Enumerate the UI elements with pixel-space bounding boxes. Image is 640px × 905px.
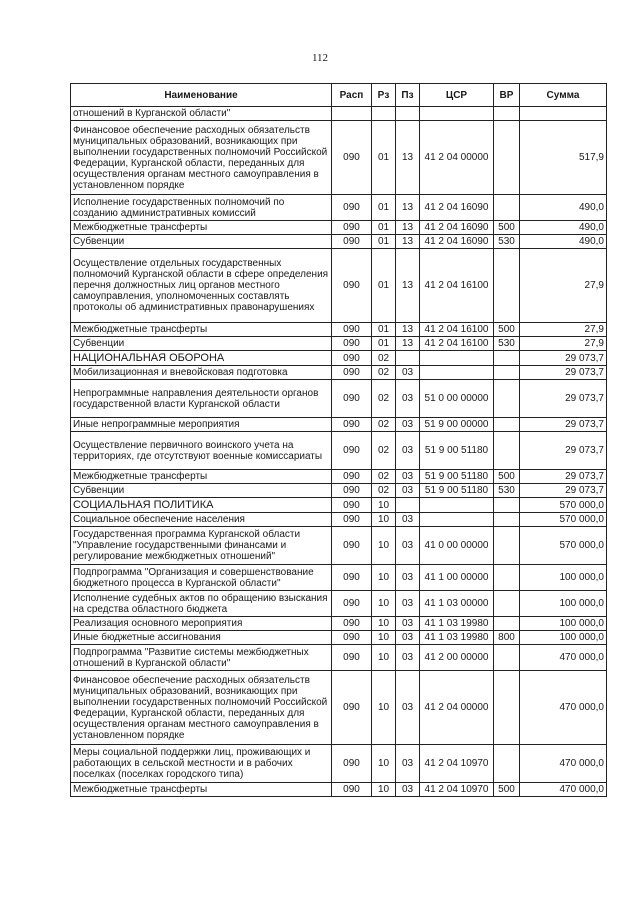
- cell-name: СОЦИАЛЬНАЯ ПОЛИТИКА: [71, 498, 332, 513]
- cell-rasp: 090: [332, 235, 372, 249]
- cell-csr: 41 2 04 00000: [420, 671, 494, 745]
- cell-pz: 03: [396, 418, 420, 432]
- cell-vr: [494, 527, 520, 565]
- cell-rasp: 090: [332, 249, 372, 323]
- cell-rz: 10: [372, 498, 396, 513]
- cell-name: Мобилизационная и вневойсковая подготовка: [71, 366, 332, 380]
- cell-rasp: 090: [332, 617, 372, 631]
- cell-rz: 02: [372, 418, 396, 432]
- cell-name: Непрограммные направления деятельности органов государственной власти Курганской области: [71, 380, 332, 418]
- cell-pz: 03: [396, 432, 420, 470]
- cell-csr: [420, 107, 494, 121]
- cell-csr: 41 1 03 19980: [420, 617, 494, 631]
- header-pz: Пз: [396, 84, 420, 107]
- cell-rasp: [332, 107, 372, 121]
- cell-rasp: 090: [332, 221, 372, 235]
- cell-name: Субвенции: [71, 484, 332, 498]
- cell-vr: [494, 380, 520, 418]
- cell-vr: [494, 249, 520, 323]
- cell-sum: 570 000,0: [520, 527, 607, 565]
- cell-rz: 10: [372, 591, 396, 617]
- cell-sum: 29 073,7: [520, 470, 607, 484]
- cell-rz: [372, 107, 396, 121]
- table-row: [71, 527, 607, 565]
- cell-vr: 530: [494, 235, 520, 249]
- cell-rasp: 090: [332, 195, 372, 221]
- cell-name: Подпрограмма "Организация и совершенствование бюджетного процесса в Курганской области": [71, 565, 332, 591]
- cell-csr: 41 2 04 16090: [420, 195, 494, 221]
- table-row: [71, 484, 607, 498]
- cell-rasp: 090: [332, 745, 372, 783]
- header-rz: Рз: [372, 84, 396, 107]
- cell-vr: 500: [494, 221, 520, 235]
- cell-rasp: 090: [332, 631, 372, 645]
- cell-pz: 03: [396, 366, 420, 380]
- cell-name: Исполнение судебных актов по обращению взыскания на средства областного бюджета: [71, 591, 332, 617]
- cell-name: Межбюджетные трансферты: [71, 221, 332, 235]
- cell-sum: 490,0: [520, 235, 607, 249]
- cell-rz: 02: [372, 380, 396, 418]
- cell-rasp: 090: [332, 432, 372, 470]
- cell-name: Межбюджетные трансферты: [71, 470, 332, 484]
- cell-vr: 500: [494, 470, 520, 484]
- cell-pz: [396, 498, 420, 513]
- cell-pz: 03: [396, 591, 420, 617]
- cell-pz: 03: [396, 513, 420, 527]
- cell-vr: [494, 351, 520, 366]
- cell-pz: [396, 351, 420, 366]
- cell-pz: 13: [396, 337, 420, 351]
- cell-rz: 02: [372, 432, 396, 470]
- table-row: [71, 617, 607, 631]
- cell-csr: 51 9 00 00000: [420, 418, 494, 432]
- cell-csr: [420, 366, 494, 380]
- page-number: 112: [311, 52, 329, 64]
- cell-rz: 10: [372, 565, 396, 591]
- cell-rasp: 090: [332, 527, 372, 565]
- cell-sum: 100 000,0: [520, 617, 607, 631]
- cell-rasp: 090: [332, 591, 372, 617]
- cell-sum: 570 000,0: [520, 498, 607, 513]
- cell-sum: 517,9: [520, 121, 607, 195]
- cell-rz: 02: [372, 351, 396, 366]
- cell-name: Подпрограмма "Развитие системы межбюджетных отношений в Курганской области": [71, 645, 332, 671]
- cell-rasp: 090: [332, 783, 372, 797]
- cell-csr: 41 2 04 16090: [420, 235, 494, 249]
- header-csr: ЦСР: [420, 84, 494, 107]
- cell-sum: 100 000,0: [520, 591, 607, 617]
- cell-vr: 530: [494, 484, 520, 498]
- table-row: [71, 591, 607, 617]
- cell-name: Иные бюджетные ассигнования: [71, 631, 332, 645]
- cell-vr: 500: [494, 323, 520, 337]
- table-body: [71, 107, 607, 797]
- cell-pz: 13: [396, 121, 420, 195]
- table-row: [71, 249, 607, 323]
- table-row: [71, 337, 607, 351]
- cell-rasp: 090: [332, 337, 372, 351]
- cell-csr: 41 2 04 00000: [420, 121, 494, 195]
- cell-sum: 490,0: [520, 195, 607, 221]
- cell-rasp: 090: [332, 470, 372, 484]
- cell-vr: [494, 671, 520, 745]
- cell-rz: 01: [372, 235, 396, 249]
- cell-name: Иные непрограммные мероприятия: [71, 418, 332, 432]
- cell-vr: [494, 617, 520, 631]
- cell-pz: 03: [396, 380, 420, 418]
- cell-vr: [494, 645, 520, 671]
- cell-vr: [494, 121, 520, 195]
- cell-rz: 10: [372, 783, 396, 797]
- cell-sum: 570 000,0: [520, 513, 607, 527]
- table-row: [71, 631, 607, 645]
- cell-rasp: 090: [332, 351, 372, 366]
- cell-pz: 03: [396, 470, 420, 484]
- cell-pz: 13: [396, 221, 420, 235]
- cell-sum: 29 073,7: [520, 418, 607, 432]
- cell-sum: 490,0: [520, 221, 607, 235]
- cell-vr: [494, 591, 520, 617]
- cell-csr: 41 2 04 10970: [420, 783, 494, 797]
- cell-rz: 01: [372, 221, 396, 235]
- cell-rasp: 090: [332, 323, 372, 337]
- table-row: [71, 470, 607, 484]
- cell-sum: 470 000,0: [520, 745, 607, 783]
- cell-rz: 01: [372, 323, 396, 337]
- cell-csr: 51 9 00 51180: [420, 470, 494, 484]
- budget-table: [70, 83, 607, 797]
- cell-pz: 03: [396, 527, 420, 565]
- cell-rz: 01: [372, 249, 396, 323]
- cell-sum: 29 073,7: [520, 432, 607, 470]
- table-row: [71, 645, 607, 671]
- cell-rasp: 090: [332, 484, 372, 498]
- cell-sum: 470 000,0: [520, 783, 607, 797]
- table-row: [71, 121, 607, 195]
- cell-name: Субвенции: [71, 337, 332, 351]
- cell-name: Меры социальной поддержки лиц, проживающих и работающих в сельской местности и в рабочих поселках (поселках городского типа): [71, 745, 332, 783]
- cell-rasp: 090: [332, 418, 372, 432]
- cell-vr: 500: [494, 783, 520, 797]
- cell-csr: 51 9 00 51180: [420, 432, 494, 470]
- cell-name: отношений в Курганской области": [71, 107, 332, 121]
- cell-vr: 530: [494, 337, 520, 351]
- cell-name: Межбюджетные трансферты: [71, 783, 332, 797]
- cell-rz: 10: [372, 617, 396, 631]
- table-row: [71, 366, 607, 380]
- cell-pz: 13: [396, 323, 420, 337]
- cell-rz: 02: [372, 366, 396, 380]
- cell-name: Реализация основного мероприятия: [71, 617, 332, 631]
- cell-vr: 800: [494, 631, 520, 645]
- cell-rz: 02: [372, 470, 396, 484]
- cell-name: Финансовое обеспечение расходных обязательств муниципальных образований, возникающих при выполнении государственных полномочий Российской Федерации, Курганской области, переданных для осуществления органам местного самоуправления в установленном порядке: [71, 671, 332, 745]
- cell-rasp: 090: [332, 121, 372, 195]
- cell-sum: 27,9: [520, 249, 607, 323]
- cell-pz: 03: [396, 671, 420, 745]
- cell-rz: 01: [372, 195, 396, 221]
- cell-sum: 100 000,0: [520, 565, 607, 591]
- cell-csr: 51 9 00 51180: [420, 484, 494, 498]
- table-row: [71, 107, 607, 121]
- cell-csr: 41 2 04 16090: [420, 221, 494, 235]
- table-row: [71, 513, 607, 527]
- cell-rasp: 090: [332, 671, 372, 745]
- table-row: [71, 498, 607, 513]
- header-rasp: Расп: [332, 84, 372, 107]
- cell-rz: 02: [372, 484, 396, 498]
- cell-name: Государственная программа Курганской области "Управление государственными финансами и регулирование межбюджетных отношений": [71, 527, 332, 565]
- table-row: [71, 565, 607, 591]
- cell-rz: 10: [372, 671, 396, 745]
- cell-csr: [420, 513, 494, 527]
- cell-vr: [494, 107, 520, 121]
- cell-vr: [494, 498, 520, 513]
- cell-vr: [494, 366, 520, 380]
- cell-pz: 13: [396, 235, 420, 249]
- table-header-row: [71, 84, 607, 107]
- cell-pz: 03: [396, 783, 420, 797]
- cell-vr: [494, 565, 520, 591]
- table-row: [71, 351, 607, 366]
- cell-sum: 29 073,7: [520, 351, 607, 366]
- cell-vr: [494, 432, 520, 470]
- header-sum: Сумма: [520, 84, 607, 107]
- cell-sum: [520, 107, 607, 121]
- cell-pz: 03: [396, 631, 420, 645]
- cell-sum: 100 000,0: [520, 631, 607, 645]
- cell-csr: 51 0 00 00000: [420, 380, 494, 418]
- cell-sum: 27,9: [520, 323, 607, 337]
- table-row: [71, 432, 607, 470]
- cell-rz: 01: [372, 337, 396, 351]
- table-row: [71, 671, 607, 745]
- table-row: [71, 195, 607, 221]
- cell-rasp: 090: [332, 513, 372, 527]
- cell-rasp: 090: [332, 366, 372, 380]
- cell-sum: 27,9: [520, 337, 607, 351]
- cell-sum: 29 073,7: [520, 484, 607, 498]
- cell-vr: [494, 745, 520, 783]
- cell-rz: 01: [372, 121, 396, 195]
- cell-sum: 29 073,7: [520, 366, 607, 380]
- cell-csr: [420, 498, 494, 513]
- cell-rz: 10: [372, 631, 396, 645]
- cell-csr: 41 2 04 16100: [420, 337, 494, 351]
- table-row: [71, 221, 607, 235]
- cell-pz: 03: [396, 484, 420, 498]
- cell-pz: 03: [396, 565, 420, 591]
- cell-rz: 10: [372, 645, 396, 671]
- cell-csr: 41 2 04 16100: [420, 323, 494, 337]
- cell-vr: [494, 418, 520, 432]
- cell-rasp: 090: [332, 498, 372, 513]
- cell-pz: 03: [396, 745, 420, 783]
- cell-name: Финансовое обеспечение расходных обязательств муниципальных образований, возникающих при выполнении государственных полномочий Российской Федерации, Курганской области, переданных для осуществления органам местного самоуправления в установленном порядке: [71, 121, 332, 195]
- table-row: [71, 783, 607, 797]
- cell-csr: 41 2 04 10970: [420, 745, 494, 783]
- cell-rasp: 090: [332, 565, 372, 591]
- cell-csr: 41 2 00 00000: [420, 645, 494, 671]
- cell-rz: 10: [372, 513, 396, 527]
- table-row: [71, 235, 607, 249]
- cell-vr: [494, 195, 520, 221]
- cell-name: Осуществление первичного воинского учета на территориях, где отсутствуют военные комиссариаты: [71, 432, 332, 470]
- cell-name: Субвенции: [71, 235, 332, 249]
- cell-pz: 03: [396, 645, 420, 671]
- table-row: [71, 323, 607, 337]
- cell-name: Исполнение государственных полномочий по созданию административных комиссий: [71, 195, 332, 221]
- cell-rz: 10: [372, 527, 396, 565]
- header-name: Наименование: [71, 84, 332, 107]
- cell-pz: 03: [396, 617, 420, 631]
- cell-pz: 13: [396, 249, 420, 323]
- cell-csr: [420, 351, 494, 366]
- header-vr: ВР: [494, 84, 520, 107]
- cell-csr: 41 1 03 00000: [420, 591, 494, 617]
- cell-vr: [494, 513, 520, 527]
- cell-pz: [396, 107, 420, 121]
- cell-csr: 41 0 00 00000: [420, 527, 494, 565]
- table-row: [71, 745, 607, 783]
- cell-name: НАЦИОНАЛЬНАЯ ОБОРОНА: [71, 351, 332, 366]
- cell-csr: 41 1 00 00000: [420, 565, 494, 591]
- cell-rasp: 090: [332, 380, 372, 418]
- cell-csr: 41 2 04 16100: [420, 249, 494, 323]
- cell-rasp: 090: [332, 645, 372, 671]
- cell-pz: 13: [396, 195, 420, 221]
- cell-csr: 41 1 03 19980: [420, 631, 494, 645]
- cell-name: Осуществление отдельных государственных полномочий Курганской области в сфере определения перечня должностных лиц органов местного самоуправления, уполномоченных составлять протоколы об административных правонарушениях: [71, 249, 332, 323]
- cell-name: Социальное обеспечение населения: [71, 513, 332, 527]
- cell-rz: 10: [372, 745, 396, 783]
- cell-sum: 470 000,0: [520, 671, 607, 745]
- cell-name: Межбюджетные трансферты: [71, 323, 332, 337]
- cell-sum: 470 000,0: [520, 645, 607, 671]
- cell-sum: 29 073,7: [520, 380, 607, 418]
- table-row: [71, 380, 607, 418]
- table-row: [71, 418, 607, 432]
